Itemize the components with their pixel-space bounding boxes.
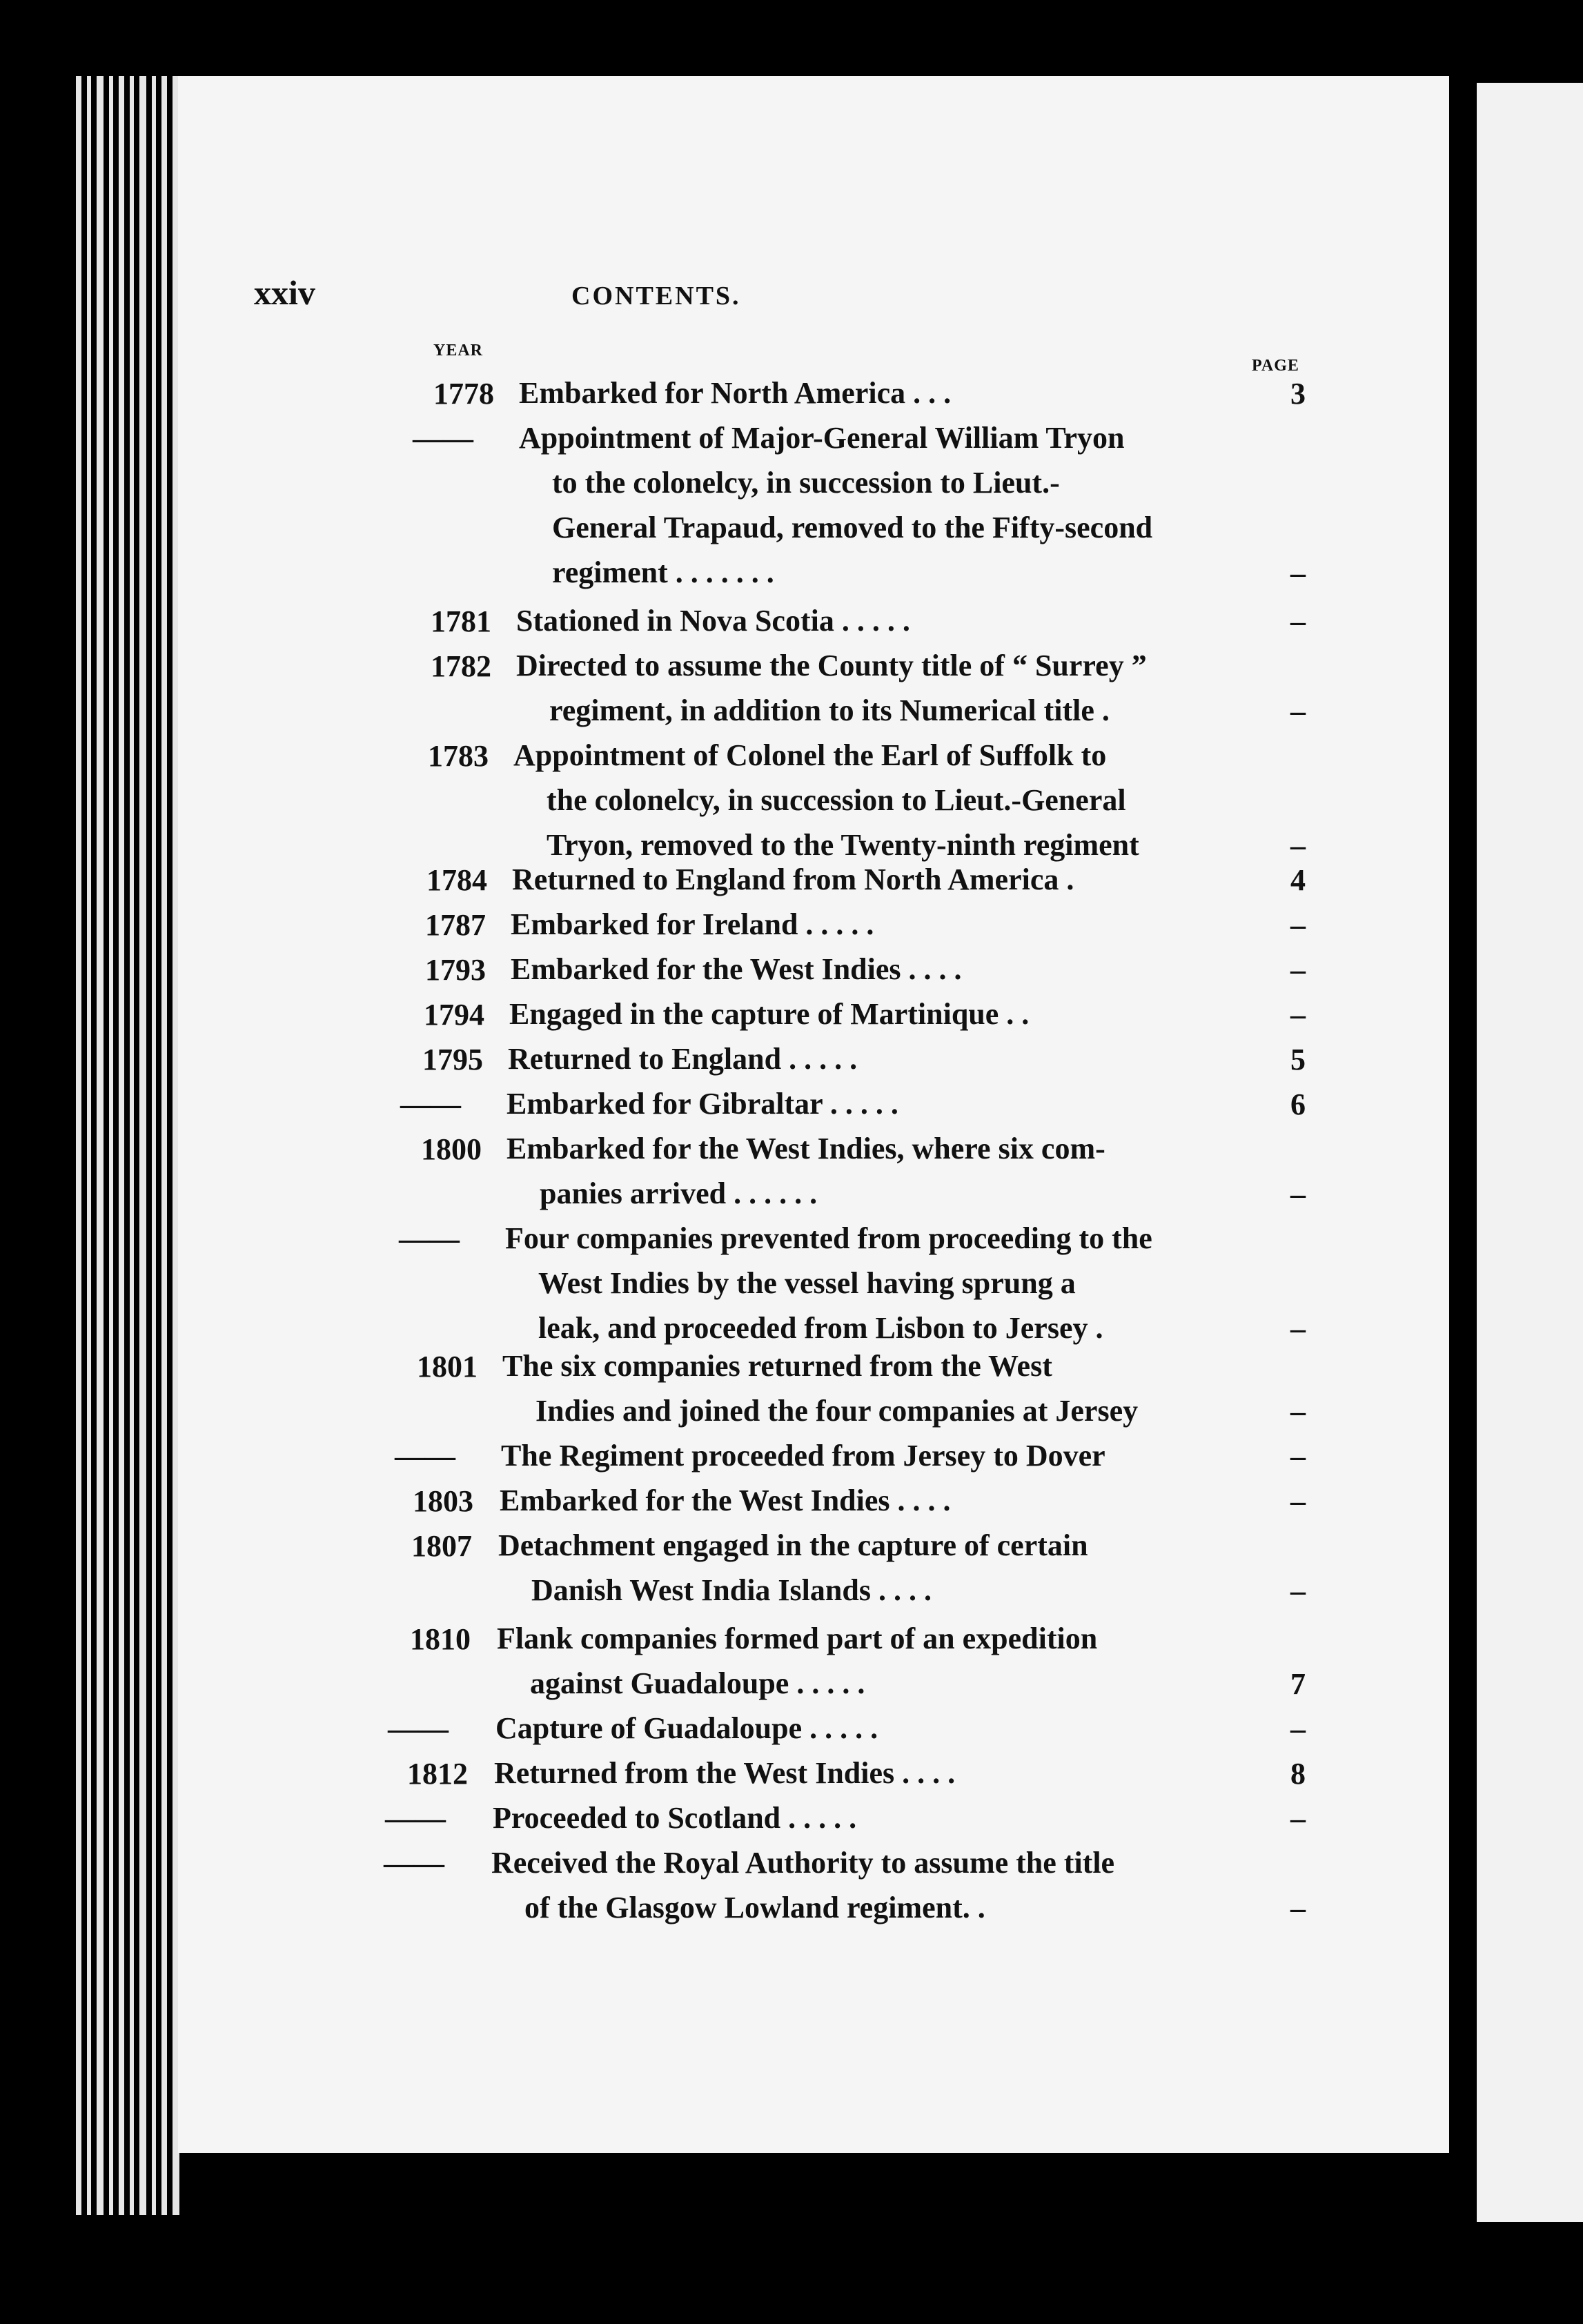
entry-line: Embarked for Gibraltar . . . . .	[507, 1087, 898, 1121]
entry-year: 1778	[433, 377, 494, 411]
entry-text	[519, 371, 951, 415]
entry-line: Embarked for Ireland . . . . .	[511, 907, 874, 941]
entry-text	[511, 947, 962, 992]
entry-line: Four companies prevented from proceeding to the	[505, 1221, 1152, 1255]
entry-text	[491, 1840, 1114, 1930]
entry-year: 1800	[421, 1132, 482, 1166]
page-title: CONTENTS.	[571, 282, 741, 311]
entry-text	[519, 415, 1152, 595]
entry-text	[505, 1216, 1152, 1350]
page-header	[254, 273, 1261, 321]
entry-text	[493, 1795, 856, 1840]
entry-page-number: –	[1290, 1574, 1306, 1608]
entry-line: West Indies by the vessel having sprung a	[538, 1266, 1076, 1300]
entry-text	[511, 902, 874, 947]
entry-line: General Trapaud, removed to the Fifty-second	[552, 511, 1153, 544]
entry-page-number: –	[1290, 1177, 1306, 1211]
entry-line: Embarked for the West Indies . . . .	[500, 1484, 951, 1517]
entry-line: Appointment of Colonel the Earl of Suffolk to	[513, 738, 1107, 772]
entry-line: to the colonelcy, in succession to Lieut.-	[552, 466, 1060, 500]
entry-page-number: –	[1290, 1439, 1306, 1473]
page-folio: xxiv	[254, 273, 315, 312]
entry-year: 1795	[422, 1043, 483, 1076]
entry-text	[512, 857, 1074, 902]
entry-line: panies arrived . . . . . .	[540, 1176, 818, 1210]
entry-line: Danish West India Islands . . . .	[531, 1573, 932, 1607]
entry-dash: ——	[395, 1439, 455, 1473]
entry-year: 1793	[425, 953, 486, 987]
entry-line: Embarked for the West Indies . . . .	[511, 952, 962, 986]
year-column-heading: YEAR	[433, 342, 484, 360]
entry-page-number: –	[1290, 829, 1306, 863]
entry-line: The six companies returned from the West	[502, 1349, 1052, 1383]
entry-year: 1801	[417, 1350, 478, 1383]
entry-year: 1781	[431, 604, 491, 638]
entry-page-number: –	[1290, 1312, 1306, 1346]
entry-text	[502, 1343, 1138, 1433]
entry-page-number: 6	[1290, 1087, 1306, 1121]
entry-line: Indies and joined the four companies at Jersey	[535, 1394, 1139, 1428]
entry-text	[500, 1478, 951, 1523]
entry-line: Detachment engaged in the capture of certain	[498, 1528, 1088, 1562]
entry-page-number: 7	[1290, 1667, 1306, 1701]
entry-page-number: –	[1290, 908, 1306, 942]
entry-line: Stationed in Nova Scotia . . . . .	[516, 604, 910, 638]
entry-page-number: –	[1290, 1891, 1306, 1925]
entry-text	[509, 992, 1029, 1036]
entry-line: regiment . . . . . . .	[552, 555, 774, 589]
entry-line: Engaged in the capture of Martinique . .	[509, 997, 1030, 1031]
page-edge-stack	[69, 76, 179, 2215]
entry-line: Flank companies formed part of an expedition	[497, 1622, 1098, 1655]
entry-text	[507, 1126, 1105, 1216]
entry-page-number: 4	[1290, 863, 1306, 897]
entry-year: 1807	[411, 1529, 472, 1563]
entry-line: Tryon, removed to the Twenty-ninth regiment	[547, 828, 1139, 862]
entry-page-number: –	[1290, 953, 1306, 987]
entry-page-number: 3	[1290, 377, 1306, 411]
entry-text	[508, 1036, 857, 1081]
entry-page-number: –	[1290, 998, 1306, 1032]
entry-year: 1784	[426, 863, 487, 897]
entry-text	[497, 1616, 1097, 1706]
entry-dash: ——	[388, 1712, 449, 1746]
entry-line: Returned to England . . . . .	[508, 1042, 858, 1076]
entry-text	[516, 598, 910, 643]
entry-line: regiment, in addition to its Numerical title .	[549, 693, 1110, 727]
entry-dash: ——	[384, 1847, 444, 1880]
entry-page-number: –	[1290, 604, 1306, 638]
entry-page-number: 5	[1290, 1043, 1306, 1076]
entry-page-number: –	[1290, 1395, 1306, 1428]
entry-year: 1803	[413, 1484, 473, 1518]
entry-page-number: –	[1290, 1712, 1306, 1746]
entry-line: against Guadaloupe . . . . .	[530, 1666, 865, 1700]
entry-dash: ——	[400, 1087, 461, 1121]
entry-text	[501, 1433, 1105, 1478]
entry-text	[495, 1706, 878, 1751]
entry-page-number: –	[1290, 556, 1306, 590]
entry-dash: ——	[399, 1222, 460, 1256]
entry-page-number: –	[1290, 694, 1306, 728]
entry-line: Embarked for the West Indies, where six com-	[507, 1132, 1105, 1165]
entry-year: 1787	[425, 908, 486, 942]
entry-dash: ——	[385, 1802, 446, 1835]
entry-line: the colonelcy, in succession to Lieut.-General	[547, 783, 1126, 817]
page-column-heading: PAGE	[1252, 357, 1299, 375]
entry-line: leak, and proceeded from Lisbon to Jersey .	[538, 1311, 1103, 1345]
entry-page-number: 8	[1290, 1757, 1306, 1791]
entry-year: 1794	[424, 998, 484, 1032]
entry-line: Directed to assume the County title of “ Surrey ”	[516, 649, 1147, 682]
entry-line: Capture of Guadaloupe . . . . .	[495, 1711, 878, 1745]
entry-line: Received the Royal Authority to assume the title	[491, 1846, 1115, 1880]
entry-year: 1783	[428, 739, 489, 773]
entry-text	[507, 1081, 898, 1126]
entry-line: The Regiment proceeded from Jersey to Dover	[501, 1439, 1105, 1473]
facing-page	[1477, 83, 1583, 2222]
entry-text	[513, 733, 1139, 867]
entry-text	[494, 1751, 955, 1795]
entry-year: 1782	[431, 649, 491, 683]
entry-line: Appointment of Major-General William Tryon	[519, 421, 1125, 455]
entry-line: Returned to England from North America .	[512, 863, 1074, 896]
entry-page-number: –	[1290, 1802, 1306, 1835]
entry-line: Proceeded to Scotland . . . . .	[493, 1801, 857, 1835]
entry-text	[498, 1523, 1088, 1613]
entry-line: of the Glasgow Lowland regiment. .	[524, 1891, 985, 1924]
entry-text	[516, 643, 1147, 733]
entry-line: Embarked for North America . . .	[519, 376, 952, 410]
entry-year: 1810	[410, 1622, 471, 1656]
entry-dash: ——	[413, 422, 473, 455]
entry-page-number: –	[1290, 1484, 1306, 1518]
entry-line: Returned from the West Indies . . . .	[494, 1756, 956, 1790]
entry-year: 1812	[407, 1757, 468, 1791]
